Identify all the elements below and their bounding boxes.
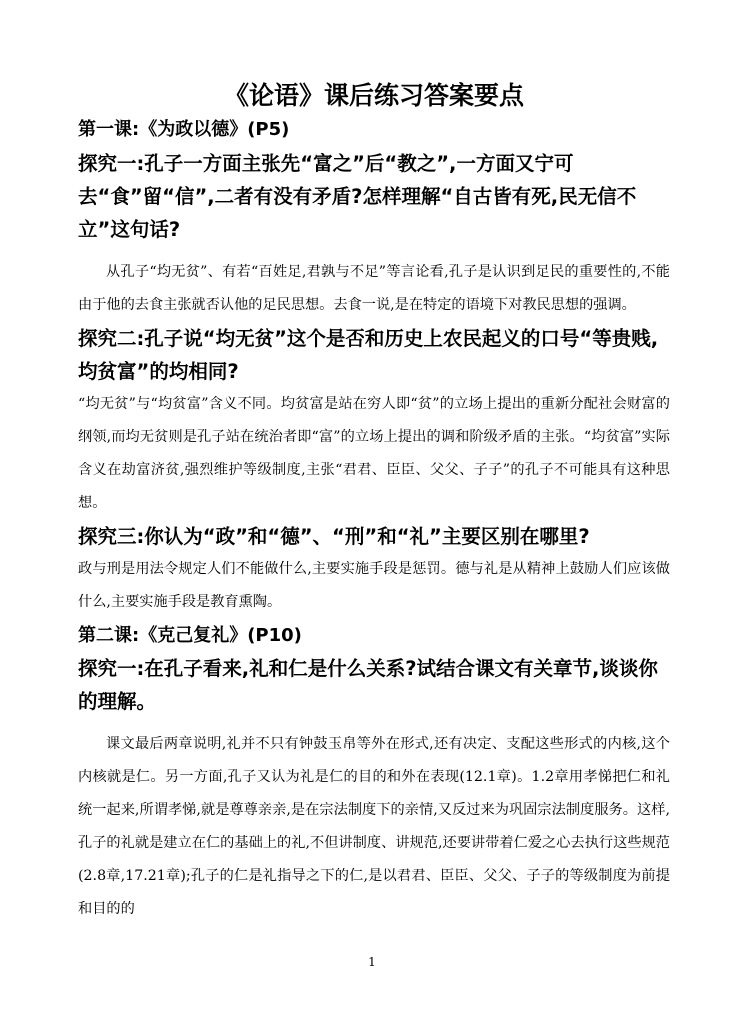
document-title: 《论语》课后练习答案要点 bbox=[223, 81, 524, 110]
lesson-2-answer-1: 课文最后两章说明,礼并不只有钟鼓玉帛等外在形式,还有决定、支配这些形式的内核,这个内核就是仁。另一方面,孔子又认为礼是仁的目的和外在表现(12.1章)。1.2章用孝悌把仁和礼统一起来,所谓孝悌,就是尊尊亲亲,是在宗法制度下的亲情,又反过来为巩固宗法制度服务。这样,孔子的礼就是建立在仁的基础上的礼,不但讲制度、讲规范,还要讲带着仁爱之心去执行这些规范(2.8章,17.21章);孔子的仁是礼指导之下的仁,是以君君、臣臣、父父、子子的等级制度为前提和目的的 bbox=[78, 736, 670, 917]
page-number: 1 bbox=[368, 955, 376, 969]
lesson-1-answer-2: “均无贫”与“均贫富”含义不同。均贫富是站在穷人即“贫”的立场上提出的重新分配社会财富的纲领,而均无贫则是孔子站在统治者即“富”的立场上提出的调和阶级矛盾的主张。“均贫富”实际含义在劫富济贫,强烈维护等级制度,主张“君君、臣臣、父父、子子”的孔子不可能具有这种思想。 bbox=[78, 396, 670, 511]
lesson-1-question-3: 探究三:你认为“政”和“德”、“刑”和“礼”主要区别在哪里? bbox=[78, 525, 590, 548]
lesson-2-question-1: 探究一:在孔子看来,礼和仁是什么关系?试结合课文有关章节,谈谈你的理解。 bbox=[78, 657, 658, 713]
lesson-1-answer-1: 从孔子“均无贫”、有若“百姓足,君孰与不足”等言论看,孔子是认识到足民的重要性的,不能由于他的去食主张就否认他的足民思想。去食一说,是在特定的语境下对教民思想的强调。 bbox=[78, 264, 670, 313]
lesson-1-heading: 第一课:《为政以德》(P5) bbox=[78, 119, 290, 140]
lesson-1-question-2: 探究二:孔子说“均无贫”这个是否和历史上农民起义的口号“等贵贱,均贫富”的均相同? bbox=[78, 327, 659, 383]
lesson-1-question-1: 探究一:孔子一方面主张先“富之”后“教之”,一方面又宁可去“食”留“信”,二者有没有矛盾?怎样理解“自古皆有死,民无信不立”这句话? bbox=[78, 152, 637, 241]
lesson-2-heading: 第二课:《克己复礼》(P10) bbox=[78, 625, 302, 646]
lesson-1-answer-3: 政与刑是用法令规定人们不能做什么,主要实施手段是惩罚。德与礼是从精神上鼓励人们应该做什么,主要实施手段是教育熏陶。 bbox=[78, 561, 670, 610]
document-page bbox=[78, 76, 670, 926]
